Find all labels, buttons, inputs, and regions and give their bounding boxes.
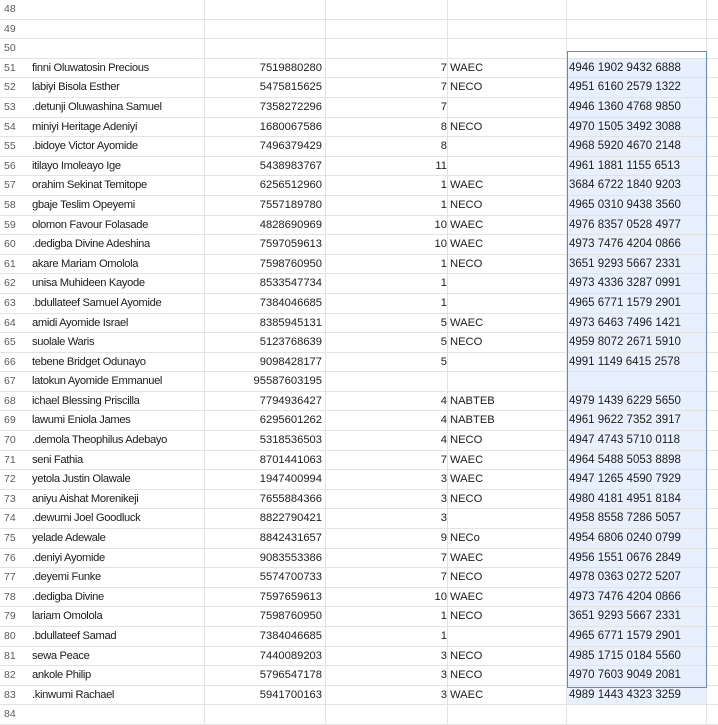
table-row[interactable] <box>0 470 718 490</box>
cell-phone[interactable]: 8842431657 <box>205 529 326 548</box>
cell-name[interactable]: .demola Theophilus Adebayo <box>30 431 205 450</box>
cell-name[interactable]: .bdullateef Samad <box>30 627 205 646</box>
table-row[interactable] <box>0 20 718 40</box>
cell-exam[interactable]: NABTEB <box>448 411 567 430</box>
cell-card-number[interactable]: 4965 0310 9438 3560 <box>567 196 707 215</box>
cell-subjects[interactable]: 3 <box>326 509 448 528</box>
cell-empty[interactable] <box>707 529 718 548</box>
cell-name[interactable]: yetola Justin Olawale <box>30 470 205 489</box>
cell-card-number[interactable]: 4970 1505 3492 3088 <box>567 118 707 137</box>
cell-card-number[interactable]: 4991 1149 6415 2578 <box>567 353 707 372</box>
cell-name[interactable]: .bidoye Victor Ayomide <box>30 137 205 156</box>
cell-name[interactable]: unisa Muhideen Kayode <box>30 274 205 293</box>
cell-name[interactable]: .dedigba Divine <box>30 588 205 607</box>
cell-card-number[interactable]: 4961 9622 7352 3917 <box>567 411 707 430</box>
cell-exam[interactable]: NECo <box>448 529 567 548</box>
cell-phone[interactable]: 95587603195 <box>205 372 326 391</box>
cell-phone[interactable]: 7655884366 <box>205 490 326 509</box>
cell-card-number[interactable]: 4954 6806 0240 0799 <box>567 529 707 548</box>
row-number: 51 <box>0 59 30 78</box>
cell-phone[interactable]: 7597659613 <box>205 588 326 607</box>
cell-card-number[interactable]: 4989 1443 4323 3259 <box>567 686 707 705</box>
cell-phone[interactable]: 5123768639 <box>205 333 326 352</box>
cell-subjects[interactable]: 1 <box>326 176 448 195</box>
cell-name[interactable]: yelade Adewale <box>30 529 205 548</box>
row-number: 59 <box>0 216 30 235</box>
cell-exam[interactable]: NECO <box>448 647 567 666</box>
cell-card-number[interactable]: 4946 1360 4768 9850 <box>567 98 707 117</box>
cell-subjects[interactable]: 1 <box>326 274 448 293</box>
cell-exam[interactable] <box>448 274 567 293</box>
table-row[interactable] <box>0 529 718 549</box>
table-row[interactable] <box>0 647 718 667</box>
cell-empty[interactable] <box>707 235 718 254</box>
row-number: 54 <box>0 118 30 137</box>
cell-name[interactable]: aniyu Aishat Morenikeji <box>30 490 205 509</box>
cell-card-number[interactable]: 4956 1551 0676 2849 <box>567 549 707 568</box>
cell-phone[interactable] <box>205 705 326 724</box>
cell-name[interactable]: tebene Bridget Odunayo <box>30 353 205 372</box>
cell-card-number[interactable]: 4970 7603 9049 2081 <box>567 666 707 685</box>
cell-empty[interactable] <box>707 98 718 117</box>
cell-name[interactable] <box>30 20 205 39</box>
row-number: 57 <box>0 176 30 195</box>
cell-phone[interactable]: 7440089203 <box>205 647 326 666</box>
cell-exam[interactable]: NECO <box>448 255 567 274</box>
cell-card-number[interactable]: 4951 6160 2579 1322 <box>567 78 707 97</box>
cell-subjects[interactable]: 5 <box>326 353 448 372</box>
cell-subjects[interactable] <box>326 705 448 724</box>
cell-exam[interactable]: NECO <box>448 118 567 137</box>
cell-empty[interactable] <box>707 39 718 58</box>
cell-exam[interactable]: WAEC <box>448 216 567 235</box>
cell-empty[interactable] <box>707 0 718 19</box>
cell-subjects[interactable]: 3 <box>326 647 448 666</box>
cell-phone[interactable]: 1947400994 <box>205 470 326 489</box>
table-row[interactable] <box>0 78 718 98</box>
row-number: 66 <box>0 353 30 372</box>
cell-phone[interactable]: 5475815625 <box>205 78 326 97</box>
row-number: 55 <box>0 137 30 156</box>
cell-exam[interactable]: WAEC <box>448 588 567 607</box>
cell-exam[interactable] <box>448 157 567 176</box>
table-row[interactable] <box>0 137 718 157</box>
cell-card-number[interactable] <box>567 705 707 724</box>
cell-card-number[interactable]: 3684 6722 1840 9203 <box>567 176 707 195</box>
row-number: 58 <box>0 196 30 215</box>
cell-card-number[interactable]: 4978 0363 0272 5207 <box>567 568 707 587</box>
cell-phone[interactable]: 7358272296 <box>205 98 326 117</box>
cell-exam[interactable]: NECO <box>448 333 567 352</box>
cell-card-number[interactable] <box>567 39 707 58</box>
cell-card-number[interactable]: 4973 6463 7496 1421 <box>567 314 707 333</box>
cell-phone[interactable]: 5796547178 <box>205 666 326 685</box>
row-number: 64 <box>0 314 30 333</box>
table-row[interactable] <box>0 294 718 314</box>
cell-name[interactable]: ichael Blessing Priscilla <box>30 392 205 411</box>
cell-subjects[interactable]: 1 <box>326 627 448 646</box>
cell-phone[interactable]: 6256512960 <box>205 176 326 195</box>
cell-empty[interactable] <box>707 176 718 195</box>
row-number: 62 <box>0 274 30 293</box>
table-row[interactable] <box>0 274 718 294</box>
cell-phone[interactable]: 5318536503 <box>205 431 326 450</box>
table-row[interactable] <box>0 255 718 275</box>
cell-phone[interactable]: 9083553386 <box>205 549 326 568</box>
cell-name[interactable]: gbaje Teslim Opeyemi <box>30 196 205 215</box>
cell-subjects[interactable]: 3 <box>326 666 448 685</box>
row-number: 63 <box>0 294 30 313</box>
row-number: 73 <box>0 490 30 509</box>
cell-subjects[interactable]: 1 <box>326 255 448 274</box>
cell-empty[interactable] <box>707 118 718 137</box>
cell-name[interactable]: miniyi Heritage Adeniyi <box>30 118 205 137</box>
cell-subjects[interactable]: 7 <box>326 549 448 568</box>
cell-phone[interactable]: 6295601262 <box>205 411 326 430</box>
cell-card-number[interactable]: 4958 8558 7286 5057 <box>567 509 707 528</box>
cell-card-number[interactable]: 4947 1265 4590 7929 <box>567 470 707 489</box>
cell-empty[interactable] <box>707 431 718 450</box>
cell-exam[interactable] <box>448 705 567 724</box>
cell-exam[interactable] <box>448 39 567 58</box>
table-row[interactable] <box>0 333 718 353</box>
cell-card-number[interactable]: 4979 1439 6229 5650 <box>567 392 707 411</box>
table-row[interactable] <box>0 392 718 412</box>
table-row[interactable] <box>0 196 718 216</box>
cell-exam[interactable]: NABTEB <box>448 392 567 411</box>
cell-subjects[interactable]: 7 <box>326 98 448 117</box>
cell-phone[interactable]: 7519880280 <box>205 59 326 78</box>
cell-empty[interactable] <box>707 216 718 235</box>
cell-empty[interactable] <box>707 196 718 215</box>
cell-card-number[interactable]: 4959 8072 2671 5910 <box>567 333 707 352</box>
cell-exam[interactable] <box>448 294 567 313</box>
cell-subjects[interactable]: 3 <box>326 470 448 489</box>
cell-empty[interactable] <box>707 372 718 391</box>
cell-subjects[interactable]: 1 <box>326 607 448 626</box>
cell-subjects[interactable]: 8 <box>326 137 448 156</box>
cell-subjects[interactable]: 5 <box>326 333 448 352</box>
cell-card-number[interactable] <box>567 372 707 391</box>
cell-name[interactable]: .deniyi Ayomide <box>30 549 205 568</box>
cell-empty[interactable] <box>707 255 718 274</box>
row-number: 78 <box>0 588 30 607</box>
table-row[interactable] <box>0 666 718 686</box>
table-row[interactable] <box>0 509 718 529</box>
cell-empty[interactable] <box>707 509 718 528</box>
row-number: 48 <box>0 0 30 19</box>
cell-empty[interactable] <box>707 392 718 411</box>
row-number: 61 <box>0 255 30 274</box>
cell-empty[interactable] <box>707 607 718 626</box>
cell-name[interactable] <box>30 705 205 724</box>
row-number: 83 <box>0 686 30 705</box>
cell-name[interactable]: suolale Waris <box>30 333 205 352</box>
cell-name[interactable]: olomon Favour Folasade <box>30 216 205 235</box>
table-row[interactable] <box>0 686 718 706</box>
cell-empty[interactable] <box>707 314 718 333</box>
cell-subjects[interactable] <box>326 39 448 58</box>
table-row[interactable] <box>0 59 718 79</box>
row-number: 75 <box>0 529 30 548</box>
cell-card-number[interactable]: 4947 4743 5710 0118 <box>567 431 707 450</box>
table-row[interactable] <box>0 411 718 431</box>
cell-name[interactable]: amidi Ayomide Israel <box>30 314 205 333</box>
row-number: 69 <box>0 411 30 430</box>
cell-exam[interactable]: WAEC <box>448 59 567 78</box>
table-row[interactable] <box>0 490 718 510</box>
cell-name[interactable]: ankole Philip <box>30 666 205 685</box>
cell-exam[interactable]: NECO <box>448 431 567 450</box>
cell-phone[interactable]: 8822790421 <box>205 509 326 528</box>
cell-empty[interactable] <box>707 157 718 176</box>
cell-empty[interactable] <box>707 647 718 666</box>
cell-name[interactable]: sewa Peace <box>30 647 205 666</box>
cell-name[interactable]: .dewumi Joel Goodluck <box>30 509 205 528</box>
cell-name[interactable] <box>30 0 205 19</box>
table-row[interactable] <box>0 588 718 608</box>
cell-name[interactable]: orahim Sekinat Temitope <box>30 176 205 195</box>
cell-exam[interactable] <box>448 627 567 646</box>
cell-exam[interactable]: WAEC <box>448 314 567 333</box>
cell-phone[interactable]: 7598760950 <box>205 607 326 626</box>
cell-phone[interactable]: 9098428177 <box>205 353 326 372</box>
cell-name[interactable]: .detunji Oluwashina Samuel <box>30 98 205 117</box>
cell-empty[interactable] <box>707 588 718 607</box>
cell-exam[interactable] <box>448 509 567 528</box>
table-row[interactable] <box>0 216 718 236</box>
table-row[interactable] <box>0 705 718 725</box>
cell-card-number[interactable] <box>567 20 707 39</box>
cell-name[interactable]: .kinwumi Rachael <box>30 686 205 705</box>
row-number: 60 <box>0 235 30 254</box>
row-number: 74 <box>0 509 30 528</box>
cell-exam[interactable]: WAEC <box>448 549 567 568</box>
row-number: 80 <box>0 627 30 646</box>
table-row[interactable] <box>0 451 718 471</box>
cell-empty[interactable] <box>707 294 718 313</box>
cell-card-number[interactable]: 4964 5488 5053 8898 <box>567 451 707 470</box>
cell-phone[interactable] <box>205 39 326 58</box>
row-number: 76 <box>0 549 30 568</box>
table-row[interactable] <box>0 98 718 118</box>
cell-exam[interactable]: NECO <box>448 666 567 685</box>
table-row[interactable] <box>0 118 718 138</box>
cell-phone[interactable] <box>205 20 326 39</box>
cell-phone[interactable]: 7496379429 <box>205 137 326 156</box>
row-number: 81 <box>0 647 30 666</box>
cell-exam[interactable]: NECO <box>448 78 567 97</box>
cell-phone[interactable] <box>205 0 326 19</box>
row-number: 53 <box>0 98 30 117</box>
row-number: 50 <box>0 39 30 58</box>
cell-exam[interactable] <box>448 372 567 391</box>
row-number: 70 <box>0 431 30 450</box>
cell-phone[interactable]: 5941700163 <box>205 686 326 705</box>
cell-subjects[interactable]: 3 <box>326 490 448 509</box>
row-number: 52 <box>0 78 30 97</box>
cell-phone[interactable]: 7598760950 <box>205 255 326 274</box>
cell-phone[interactable]: 5574700733 <box>205 568 326 587</box>
cell-name[interactable]: labiyi Bisola Esther <box>30 78 205 97</box>
cell-subjects[interactable]: 1 <box>326 294 448 313</box>
cell-card-number[interactable]: 4985 1715 0184 5560 <box>567 647 707 666</box>
cell-exam[interactable] <box>448 137 567 156</box>
cell-subjects[interactable] <box>326 0 448 19</box>
cell-exam[interactable]: WAEC <box>448 686 567 705</box>
cell-card-number[interactable] <box>567 0 707 19</box>
cell-exam[interactable]: WAEC <box>448 176 567 195</box>
cell-phone[interactable]: 5438983767 <box>205 157 326 176</box>
cell-phone[interactable]: 1680067586 <box>205 118 326 137</box>
cell-exam[interactable]: NECO <box>448 490 567 509</box>
cell-subjects[interactable]: 10 <box>326 216 448 235</box>
cell-card-number[interactable]: 4965 6771 1579 2901 <box>567 294 707 313</box>
table-row[interactable] <box>0 568 718 588</box>
table-row[interactable] <box>0 549 718 569</box>
cell-empty[interactable] <box>707 549 718 568</box>
cell-empty[interactable] <box>707 470 718 489</box>
row-number: 79 <box>0 607 30 626</box>
row-number: 77 <box>0 568 30 587</box>
row-number: 65 <box>0 333 30 352</box>
cell-exam[interactable]: NECO <box>448 568 567 587</box>
cell-exam[interactable] <box>448 20 567 39</box>
cell-exam[interactable] <box>448 98 567 117</box>
cell-subjects[interactable]: 7 <box>326 451 448 470</box>
table-row[interactable] <box>0 0 718 20</box>
cell-phone[interactable]: 7384046685 <box>205 627 326 646</box>
cell-empty[interactable] <box>707 490 718 509</box>
cell-phone[interactable]: 7597059613 <box>205 235 326 254</box>
cell-subjects[interactable]: 11 <box>326 157 448 176</box>
cell-card-number[interactable]: 3651 9293 5667 2331 <box>567 255 707 274</box>
cell-exam[interactable]: WAEC <box>448 451 567 470</box>
row-number: 72 <box>0 470 30 489</box>
cell-empty[interactable] <box>707 274 718 293</box>
cell-subjects[interactable]: 4 <box>326 411 448 430</box>
cell-subjects[interactable] <box>326 372 448 391</box>
cell-exam[interactable] <box>448 353 567 372</box>
row-number: 84 <box>0 705 30 724</box>
row-number: 68 <box>0 392 30 411</box>
cell-subjects[interactable]: 7 <box>326 568 448 587</box>
cell-exam[interactable]: WAEC <box>448 470 567 489</box>
row-number: 71 <box>0 451 30 470</box>
cell-subjects[interactable]: 10 <box>326 588 448 607</box>
cell-empty[interactable] <box>707 59 718 78</box>
cell-name[interactable]: .bdullateef Samuel Ayomide <box>30 294 205 313</box>
table-row[interactable] <box>0 627 718 647</box>
cell-name[interactable]: lariam Omolola <box>30 607 205 626</box>
cell-subjects[interactable]: 8 <box>326 118 448 137</box>
cell-phone[interactable]: 8533547734 <box>205 274 326 293</box>
table-row[interactable] <box>0 157 718 177</box>
cell-phone[interactable]: 8701441063 <box>205 451 326 470</box>
cell-phone[interactable]: 7557189780 <box>205 196 326 215</box>
cell-name[interactable]: .dedigba Divine Adeshina <box>30 235 205 254</box>
cell-subjects[interactable]: 5 <box>326 314 448 333</box>
cell-empty[interactable] <box>707 568 718 587</box>
table-row[interactable] <box>0 372 718 392</box>
cell-phone[interactable]: 7384046685 <box>205 294 326 313</box>
cell-name[interactable]: akare Mariam Omolola <box>30 255 205 274</box>
cell-empty[interactable] <box>707 411 718 430</box>
cell-empty[interactable] <box>707 666 718 685</box>
cell-name[interactable]: lawumi Eniola James <box>30 411 205 430</box>
row-number: 56 <box>0 157 30 176</box>
table-row[interactable] <box>0 607 718 627</box>
cell-empty[interactable] <box>707 686 718 705</box>
cell-exam[interactable]: NECO <box>448 607 567 626</box>
cell-name[interactable]: seni Fathia <box>30 451 205 470</box>
cell-subjects[interactable]: 3 <box>326 686 448 705</box>
cell-exam[interactable]: NECO <box>448 196 567 215</box>
table-row[interactable] <box>0 431 718 451</box>
cell-card-number[interactable]: 4968 5920 4670 2148 <box>567 137 707 156</box>
cell-card-number[interactable]: 4973 7476 4204 0866 <box>567 588 707 607</box>
table-row[interactable] <box>0 176 718 196</box>
cell-empty[interactable] <box>707 78 718 97</box>
cell-subjects[interactable]: 10 <box>326 235 448 254</box>
cell-empty[interactable] <box>707 20 718 39</box>
cell-subjects[interactable]: 9 <box>326 529 448 548</box>
table-row[interactable] <box>0 353 718 373</box>
cell-empty[interactable] <box>707 627 718 646</box>
row-number: 67 <box>0 372 30 391</box>
row-number: 82 <box>0 666 30 685</box>
cell-card-number[interactable]: 4965 6771 1579 2901 <box>567 627 707 646</box>
cell-empty[interactable] <box>707 353 718 372</box>
table-row[interactable] <box>0 314 718 334</box>
cell-subjects[interactable]: 4 <box>326 431 448 450</box>
cell-subjects[interactable]: 4 <box>326 392 448 411</box>
cell-card-number[interactable]: 4946 1902 9432 6888 <box>567 59 707 78</box>
cell-subjects[interactable]: 1 <box>326 196 448 215</box>
cell-phone[interactable]: 8385945131 <box>205 314 326 333</box>
cell-phone[interactable]: 4828690969 <box>205 216 326 235</box>
cell-empty[interactable] <box>707 451 718 470</box>
cell-card-number[interactable]: 4980 4181 4951 8184 <box>567 490 707 509</box>
cell-card-number[interactable]: 3651 9293 5667 2331 <box>567 607 707 626</box>
cell-subjects[interactable]: 7 <box>326 78 448 97</box>
cell-subjects[interactable]: 7 <box>326 59 448 78</box>
row-number: 49 <box>0 20 30 39</box>
table-row[interactable] <box>0 39 718 59</box>
cell-name[interactable]: finni Oluwatosin Precious <box>30 59 205 78</box>
cell-card-number[interactable]: 4976 8357 0528 4977 <box>567 216 707 235</box>
cell-exam[interactable] <box>448 0 567 19</box>
cell-name[interactable]: latokun Ayomide Emmanuel <box>30 372 205 391</box>
cell-name[interactable]: .deyemi Funke <box>30 568 205 587</box>
cell-name[interactable]: itilayo Imoleayo Ige <box>30 157 205 176</box>
cell-empty[interactable] <box>707 137 718 156</box>
cell-subjects[interactable] <box>326 20 448 39</box>
cell-card-number[interactable]: 4961 1881 1155 6513 <box>567 157 707 176</box>
cell-card-number[interactable]: 4973 4336 3287 0991 <box>567 274 707 293</box>
cell-empty[interactable] <box>707 333 718 352</box>
cell-name[interactable] <box>30 39 205 58</box>
cell-exam[interactable]: WAEC <box>448 235 567 254</box>
cell-empty[interactable] <box>707 705 718 724</box>
table-row[interactable] <box>0 235 718 255</box>
cell-card-number[interactable]: 4973 7476 4204 0866 <box>567 235 707 254</box>
cell-phone[interactable]: 7794936427 <box>205 392 326 411</box>
